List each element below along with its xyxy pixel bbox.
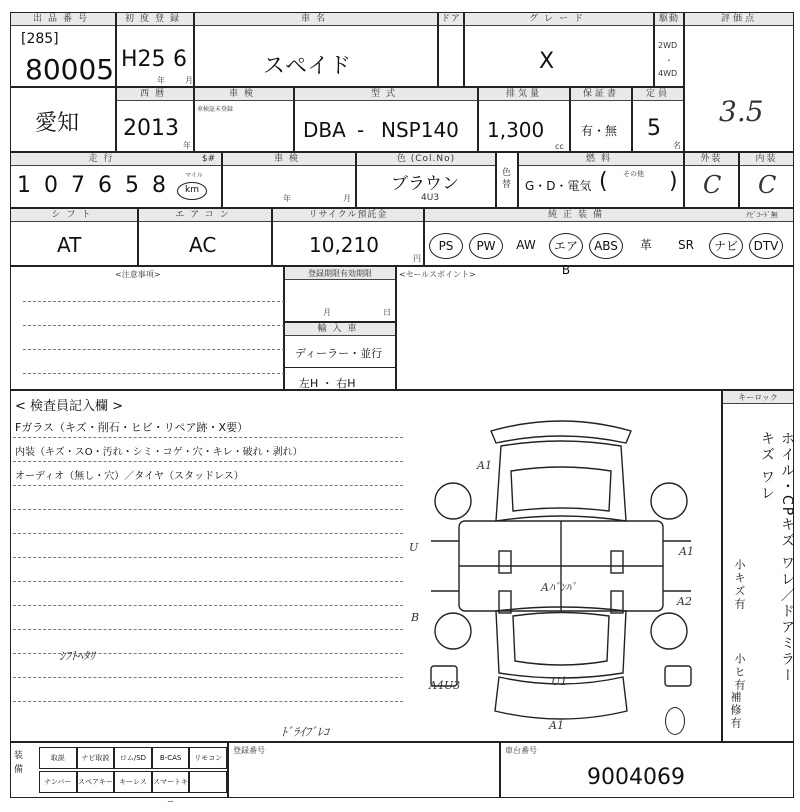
warranty-header: 保証書	[571, 88, 631, 101]
equipment-item: ナビ	[709, 233, 743, 259]
displacement-unit: cc	[555, 142, 564, 151]
chassis-cell	[500, 742, 794, 798]
score: 3.5	[719, 95, 764, 128]
import-divider	[285, 367, 395, 368]
inspection-expiry-cell	[222, 152, 356, 208]
dash-line	[13, 677, 403, 678]
equipment-item: PW	[469, 233, 503, 259]
car-mark-bottom: A1	[549, 719, 564, 732]
dash-line	[13, 533, 403, 534]
exterior: C	[703, 171, 722, 199]
equipment-item: 革	[639, 238, 652, 252]
drive-2wd: 2WD	[658, 41, 678, 50]
shift: AT	[57, 233, 82, 257]
lot-number: 80005	[25, 53, 115, 86]
import-header: 輸入車	[285, 323, 395, 336]
footer-equip-cell	[10, 742, 228, 806]
year-unit: 年	[157, 76, 165, 85]
sales-point-cell	[396, 266, 794, 390]
year-unit: 年	[183, 141, 191, 150]
inspection-header: 車検	[195, 88, 293, 101]
dash-line	[13, 557, 403, 558]
dash-line	[13, 509, 403, 510]
displacement: 1,300	[487, 118, 545, 142]
shift-header: シフト	[11, 209, 137, 222]
dash-line	[13, 701, 403, 702]
dash-line	[23, 349, 285, 350]
expiry-header: 登録期限有効期限	[285, 267, 395, 280]
dash-line	[23, 301, 285, 302]
capacity-cell	[632, 87, 684, 152]
legend: ホイル・CPキズ ワレ／ドアミラーキズ ワレ	[759, 431, 795, 684]
mileage-cell	[10, 152, 222, 208]
grade: X	[539, 49, 555, 74]
equipment-item: PS	[429, 233, 463, 259]
mileage-digit: 8	[152, 173, 166, 198]
footer-item-bottom: スペアキー	[77, 771, 115, 793]
footer-item-top: ナビ取説	[77, 747, 115, 769]
handwritten-note-1: ｼﾌﾄﾍﾀﾘ	[59, 649, 96, 663]
equipment-header: 純正装備	[425, 209, 731, 222]
car-mark-right-top: A1	[679, 545, 694, 558]
color: ブラウン	[391, 174, 459, 194]
keylock-cell	[722, 390, 794, 742]
dash-line	[13, 605, 403, 606]
color-change-cell	[496, 152, 518, 208]
first-reg-month: 6	[173, 47, 187, 72]
door-cell	[438, 12, 464, 87]
inspection-sub: 車検証未登録	[197, 106, 234, 113]
expiry-day-unit: 日	[383, 308, 391, 317]
navi-note: ﾅﾋﾞｺｰﾄﾞ無	[731, 209, 793, 222]
first-reg-era: H25	[121, 47, 166, 72]
lot-id: [285]	[21, 31, 59, 47]
equipment-item: SR	[678, 238, 694, 252]
mileage-digit: 6	[98, 173, 112, 198]
interior-header: 内装	[740, 153, 793, 166]
keylock-header: キーロック	[723, 391, 793, 404]
drive-cell	[654, 12, 684, 87]
capacity-unit: 名	[673, 141, 681, 150]
footer-items	[39, 747, 227, 806]
handwritten-note-2: ﾄﾞﾗｲﾌﾞﾚｺ	[281, 725, 330, 739]
car-mark-left-mid: B	[411, 611, 420, 624]
color-code: 4U3	[421, 193, 440, 203]
equipment-item: ABS	[589, 233, 623, 259]
import-cell	[284, 322, 396, 390]
legend-sub3: 補修有	[729, 691, 742, 730]
first-reg-header: 初度登録	[117, 13, 193, 26]
dealer: ディーラー・並行	[295, 347, 383, 360]
type-header: 型式	[295, 88, 477, 101]
model-cell	[194, 12, 438, 87]
inspector-cell	[10, 390, 722, 742]
type-model: NSP140	[381, 118, 459, 142]
grade-header: グレード	[465, 13, 653, 26]
car-mark-rear: U1	[551, 675, 568, 688]
capacity: 5	[647, 116, 661, 141]
drive-4wd: 4WD	[658, 69, 678, 78]
mileage-digit: 0	[44, 173, 58, 198]
inspector-line2: 内装（キズ・スO・汚れ・シミ・コゲ・穴・キレ・破れ・剥れ）	[15, 447, 303, 458]
recycle-unit: 円	[413, 254, 421, 263]
footer-item-bottom	[189, 771, 227, 793]
drive-header: 駆動	[655, 13, 683, 26]
type-cell	[294, 87, 478, 152]
inspector-line3: オーディオ（無し・穴）／タイヤ（スタッドレス）	[15, 471, 244, 482]
inspection-cell	[194, 87, 294, 152]
model-header: 車名	[195, 13, 437, 26]
drive-dot: ・	[665, 56, 673, 65]
shift-cell	[10, 208, 138, 266]
mileage-header: 走行	[11, 153, 196, 166]
color-header: 色 (Col.No)	[357, 153, 495, 166]
fuel-header: 燃料	[519, 153, 683, 166]
expiry-cell	[284, 266, 396, 322]
fuel-cell	[518, 152, 684, 208]
dash-line	[23, 373, 285, 374]
year-cell	[116, 87, 194, 152]
chassis-header: 車台番号	[505, 746, 537, 755]
wheel-mark-icon	[665, 707, 685, 735]
dash-line	[13, 461, 403, 462]
mileage-digit: 5	[125, 173, 139, 198]
mileage-sub: $#	[196, 153, 221, 166]
region-cell	[10, 87, 116, 152]
legend-sub1: 小キズ有	[733, 559, 746, 611]
caution-header: <注意事項>	[115, 270, 161, 279]
legend-sub2: 小ヒ有	[733, 653, 746, 692]
year-header: 西暦	[117, 88, 193, 101]
steering: 左H ・ 右H	[299, 377, 356, 390]
mileage-digit: 7	[71, 173, 85, 198]
dash-line	[23, 325, 285, 326]
interior-cell	[739, 152, 794, 208]
mile-unit: マイル	[185, 172, 203, 179]
exterior-cell	[684, 152, 739, 208]
ac-cell	[138, 208, 272, 266]
type-prefix: DBA	[303, 118, 346, 142]
color-change: 色替	[502, 168, 512, 190]
recycle: 10,210	[309, 233, 379, 257]
car-mark-rear-left: A4U3	[429, 679, 461, 692]
dash-line	[13, 485, 403, 486]
model-name: スペイド	[263, 54, 352, 79]
score-header: 評価点	[685, 13, 793, 26]
car-mark-right-mid: A2	[677, 595, 692, 608]
interior: C	[758, 171, 777, 199]
equipment-item: エアB	[549, 233, 583, 259]
year: 2013	[123, 116, 179, 141]
fuel-paren-open: (	[599, 169, 608, 194]
displacement-header: 排気量	[479, 88, 569, 101]
dash-line	[13, 629, 403, 630]
lot-header: 出品番号	[11, 13, 115, 26]
equipment-item: AW	[516, 238, 536, 252]
inspector-line1: Fガラス（キズ・削石・ヒビ・リペア跡・X要）	[15, 421, 249, 434]
km-unit: km	[177, 182, 207, 200]
dash-line	[13, 581, 403, 582]
inspection-expiry-header: 車検	[223, 153, 355, 166]
expiry-month-unit: 月	[323, 308, 331, 317]
recycle-header: リサイクル預託金	[273, 209, 423, 222]
fuel-other: その他	[623, 170, 644, 178]
recycle-cell	[272, 208, 424, 266]
footer-item-bottom: キーレス	[114, 771, 152, 793]
fuel: G・D・電気	[525, 179, 592, 193]
caution-cell	[10, 266, 284, 390]
fuel-paren-close: )	[669, 169, 678, 194]
car-mark-left: U	[409, 541, 419, 554]
reg-no-header: 登録番号	[233, 746, 265, 755]
chassis-number: 9004069	[587, 765, 685, 790]
lot-cell	[10, 12, 116, 87]
month-unit: 月	[185, 76, 193, 85]
footer-item-top: 取説	[39, 747, 77, 769]
warranty: 有・無	[581, 124, 618, 138]
inspector-header: < 検査員記入欄 >	[15, 399, 124, 414]
footer-item-top: ロム/SD	[114, 747, 152, 769]
car-mark-roof: A1	[477, 459, 492, 472]
equipment-item: DTV	[749, 233, 783, 259]
footer-item-top: リモコン	[189, 747, 227, 769]
ac-header: エアコン	[139, 209, 271, 222]
ac: AC	[189, 233, 217, 257]
dash-line	[13, 437, 403, 438]
footer-item-bottom: スマートキー	[152, 771, 190, 793]
equip-label: 装備	[14, 751, 24, 775]
expiry-month-unit: 月	[343, 194, 351, 203]
region: 愛知	[35, 111, 80, 136]
type-dash: -	[357, 118, 365, 142]
reg-no-cell	[228, 742, 500, 798]
door-header: ドア	[439, 13, 463, 26]
mileage-digits	[15, 171, 175, 203]
color-cell	[356, 152, 496, 208]
grade-cell	[464, 12, 654, 87]
mileage-digit: 1	[17, 173, 31, 198]
displacement-cell	[478, 87, 570, 152]
first-reg-cell	[116, 12, 194, 87]
footer-item-top: B-CAS	[152, 747, 190, 769]
score-cell	[684, 12, 794, 152]
equipment-list	[429, 231, 793, 277]
footer-item-bottom: ナンバー	[39, 771, 77, 793]
car-mark-center: Aﾊﾞﾝﾊﾟ	[541, 581, 577, 594]
warranty-cell	[570, 87, 632, 152]
sales-point-header: <セールスポイント>	[399, 270, 476, 279]
capacity-header: 定員	[633, 88, 683, 101]
exterior-header: 外装	[685, 153, 738, 166]
expiry-year-unit: 年	[283, 194, 291, 203]
